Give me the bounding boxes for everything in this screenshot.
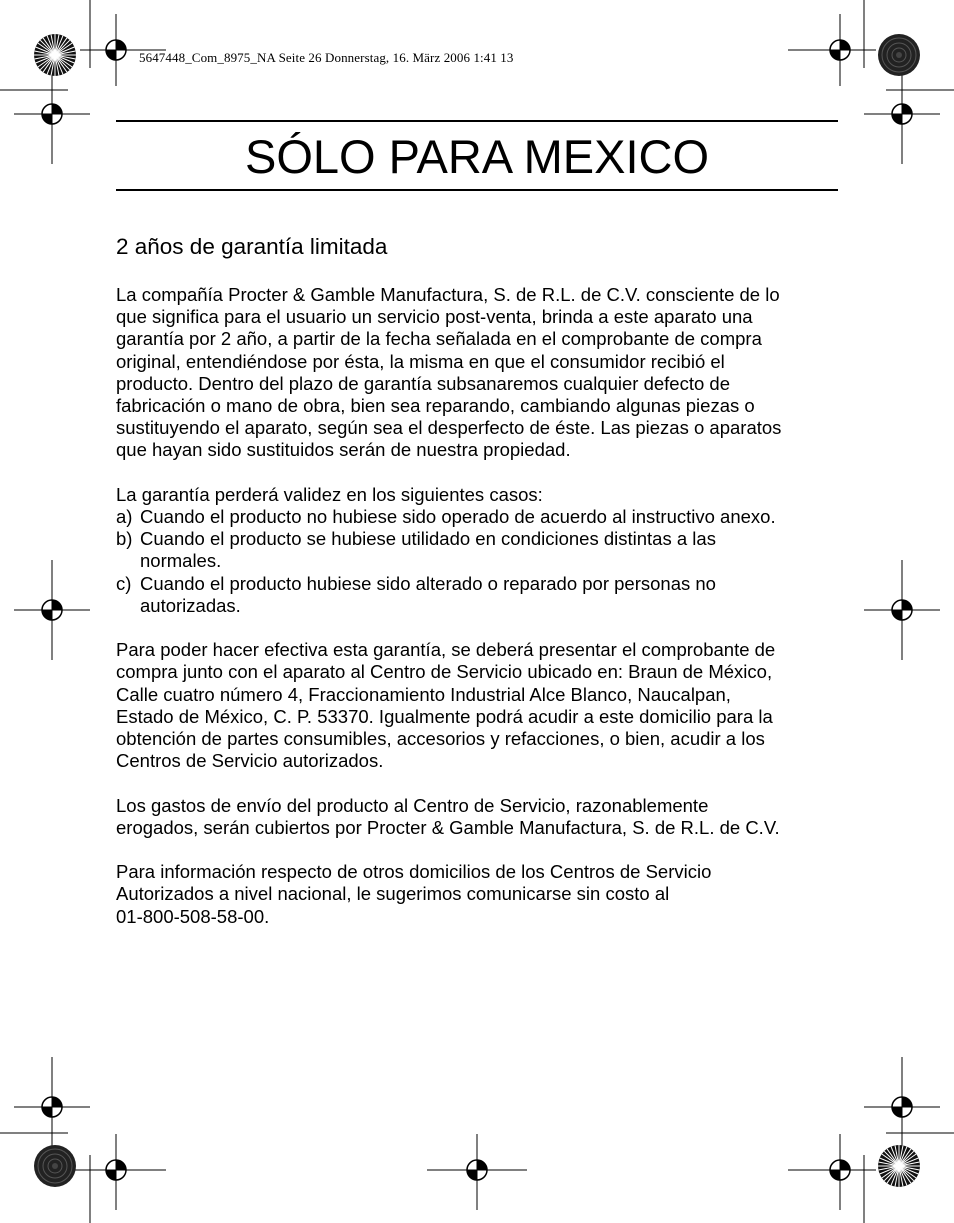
text-line: normales. (140, 550, 222, 572)
list-marker: a) (116, 506, 133, 528)
text-line: Centros de Servicio autorizados. (116, 750, 384, 772)
void-intro (116, 484, 846, 506)
text-line: La garantía perderá validez en los siguientes casos: (116, 483, 543, 505)
text-line: garantía por 2 año, a partir de la fecha señalada en el comprobante de compra (116, 328, 762, 350)
text-line: Para información respecto de otros domicilios de los Centros de Servicio (116, 861, 712, 883)
text-line: Calle cuatro número 4, Fraccionamiento Industrial Alce Blanco, Naucalpan, (116, 683, 731, 705)
text-line: Cuando el producto no hubiese sido operado de acuerdo al instructivo anexo. (140, 506, 776, 528)
phone-number: 01-800-508-58-00. (116, 905, 270, 927)
title-rule-top (116, 120, 838, 122)
void-cases-list (116, 506, 846, 617)
list-text (140, 528, 716, 572)
list-item (116, 573, 846, 617)
text-line: que significa para el usuario un servicio post-venta, brinda a este aparato una (116, 306, 753, 328)
text-line: Autorizados a nivel nacional, le sugerimos comunicarse sin costo al (116, 883, 670, 905)
text-line: Cuando el producto se hubiese utilidado en condiciones distintas a las (140, 528, 716, 550)
paragraph-contact (116, 861, 846, 928)
section-heading: 2 años de garantía limitada (116, 234, 388, 259)
list-text (140, 506, 776, 528)
list-item (116, 506, 846, 528)
text-line: producto. Dentro del plazo de garantía subsanaremos cualquier defecto de (116, 372, 730, 394)
text-line: que hayan sido sustituidos serán de nuestra propiedad. (116, 439, 571, 461)
list-marker: b) (116, 528, 133, 550)
text-line: original, entendiéndose por ésta, la misma en que el consumidor recibió el (116, 350, 725, 372)
text-line: obtención de partes consumibles, accesorios y refacciones, o bien, acudir a los (116, 728, 765, 750)
title-rule-bottom (116, 189, 838, 191)
paragraph-service-center (116, 639, 846, 772)
text-line: La compañía Procter & Gamble Manufactura, S. de R.L. de C.V. consciente de lo (116, 284, 780, 305)
warranty-content (116, 232, 846, 950)
list-marker: c) (116, 572, 132, 594)
text-line: Los gastos de envío del producto al Centro de Servicio, razonablemente (116, 794, 709, 816)
list-text (140, 573, 716, 617)
printer-slug: 5647448_Com_8975_NA Seite 26 Donnerstag, 16. März 2006 1:41 13 (139, 50, 514, 65)
text-line: compra junto con el aparato al Centro de Servicio ubicado en: Braun de México, (116, 661, 773, 683)
paragraph-intro (116, 284, 846, 462)
text-line: fabricación o mano de obra, bien sea reparando, cambiando algunas piezas o (116, 395, 755, 417)
page-title: SÓLO PARA MEXICO (244, 130, 710, 183)
text-line: Para poder hacer efectiva esta garantía, se deberá presentar el comprobante de (116, 639, 776, 661)
text-line: sustituyendo el aparato, según sea el desperfecto de éste. Las piezas o aparatos (116, 417, 782, 439)
text-line: autorizadas. (140, 594, 241, 616)
text-line: Estado de México, C. P. 53370. Igualmente podrá acudir a este domicilio para la (116, 705, 773, 727)
paragraph-shipping (116, 795, 846, 839)
text-line: Cuando el producto hubiese sido alterado o reparado por personas no (140, 572, 716, 594)
text-line: erogados, serán cubiertos por Procter & Gamble Manufactura, S. de R.L. de C.V. (116, 816, 780, 838)
list-item (116, 528, 846, 572)
